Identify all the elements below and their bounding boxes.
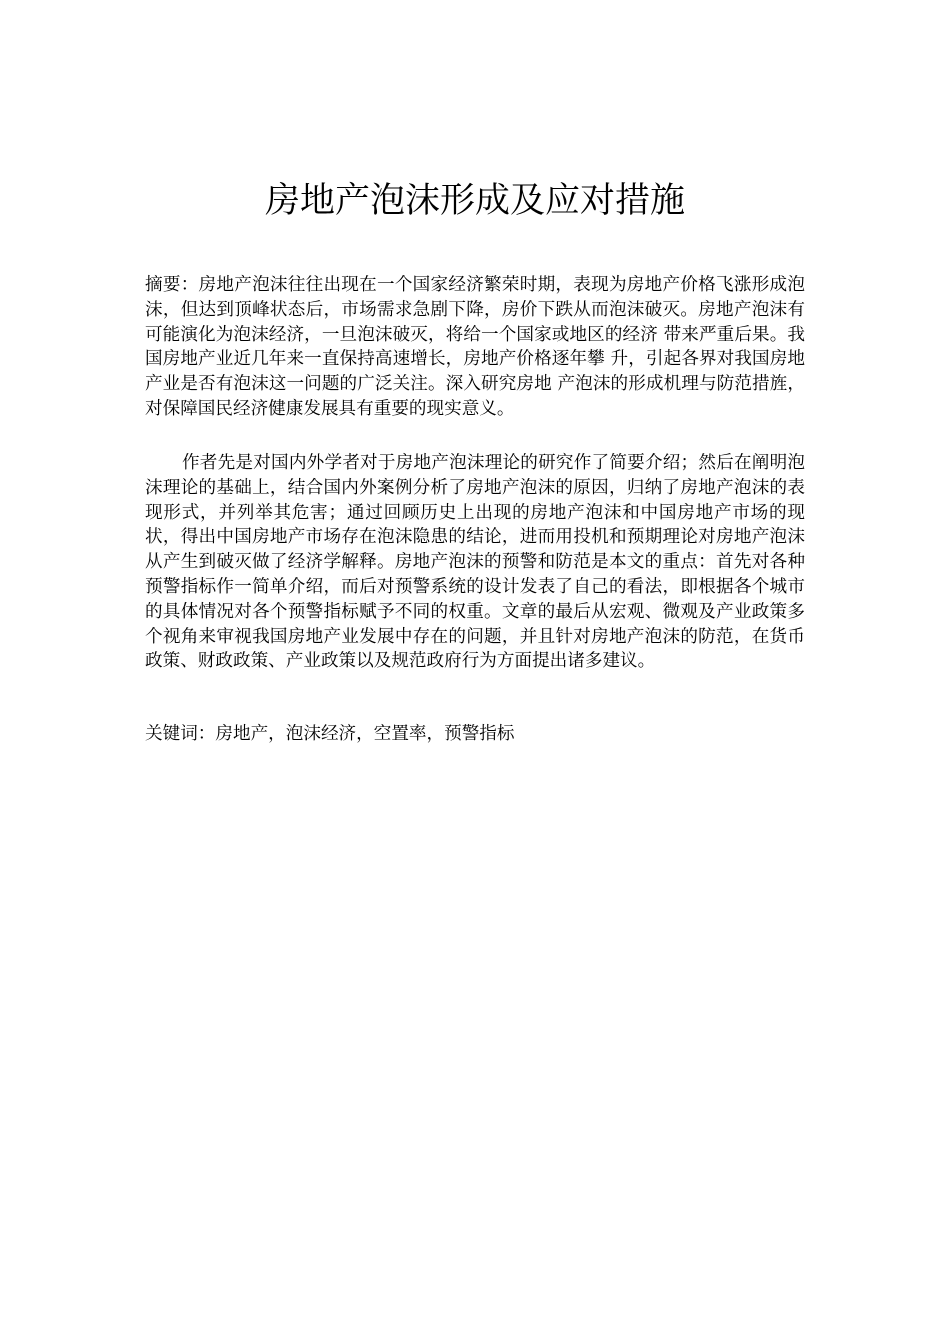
body-paragraph: 作者先是对国内外学者对于房地产泡沫理论的研究作了简要介绍；然后在阐明泡沫理论的基础上，结合国内外案例分析了房地产泡沫的原因，归纳了房地产泡沫的表现形式，并列举其危害；通过回顾历史上出现的房地产泡沫和中国房地产市场的现状，得出中国房地产市场存在泡沫隐患的结论，进而用投机和预期理论对房地产泡沫从产生到破灭做了经济学解释。房地产泡沫的预警和防范是本文的重点：首先对各种预警指标作一简单介绍，而后对预警系统的设计发表了自己的看法，即根据各个城市的具体情况对各个预警指标赋予不同的权重。文章的最后从宏观、微观及产业政策多个视角来审视我国房地产业发展中存在的问题，并且针对房地产泡沫的防范，在货币政策、财政政策、产业政策以及规范政府行为方面提出诸多建议。 [145,453,805,672]
keywords-line [145,722,805,747]
keywords-label: 关键词： [145,724,216,744]
abstract-text: 房地产泡沫往往出现在一个国家经济繁荣时期，表现为房地产价格飞涨形成泡沫，但达到顶峰状态后，市场需求急剧下降，房价下跌从而泡沫破灭。房地产泡沫有可能演化为泡沫经济，一旦泡沫破灭，将给一个国家或地区的经济 带来严重后果。我国房地产业近几年来一直保持高速增长，房地产价格逐年攀 升，引起各界对我国房地产业是否有泡沫这一问题的广泛关注。深入研究房地 产泡沫的形成机理与防范措旌，对保障国民经济健康发展具有重要的现实意义。 [145,275,805,419]
abstract-label: 摘要： [145,275,199,295]
page-title: 房地产泡沫形成及应对措施 [264,181,685,221]
keywords-text: 房地产，泡沫经济，空置率，预警指标 [215,724,515,744]
abstract-paragraph [145,273,805,422]
